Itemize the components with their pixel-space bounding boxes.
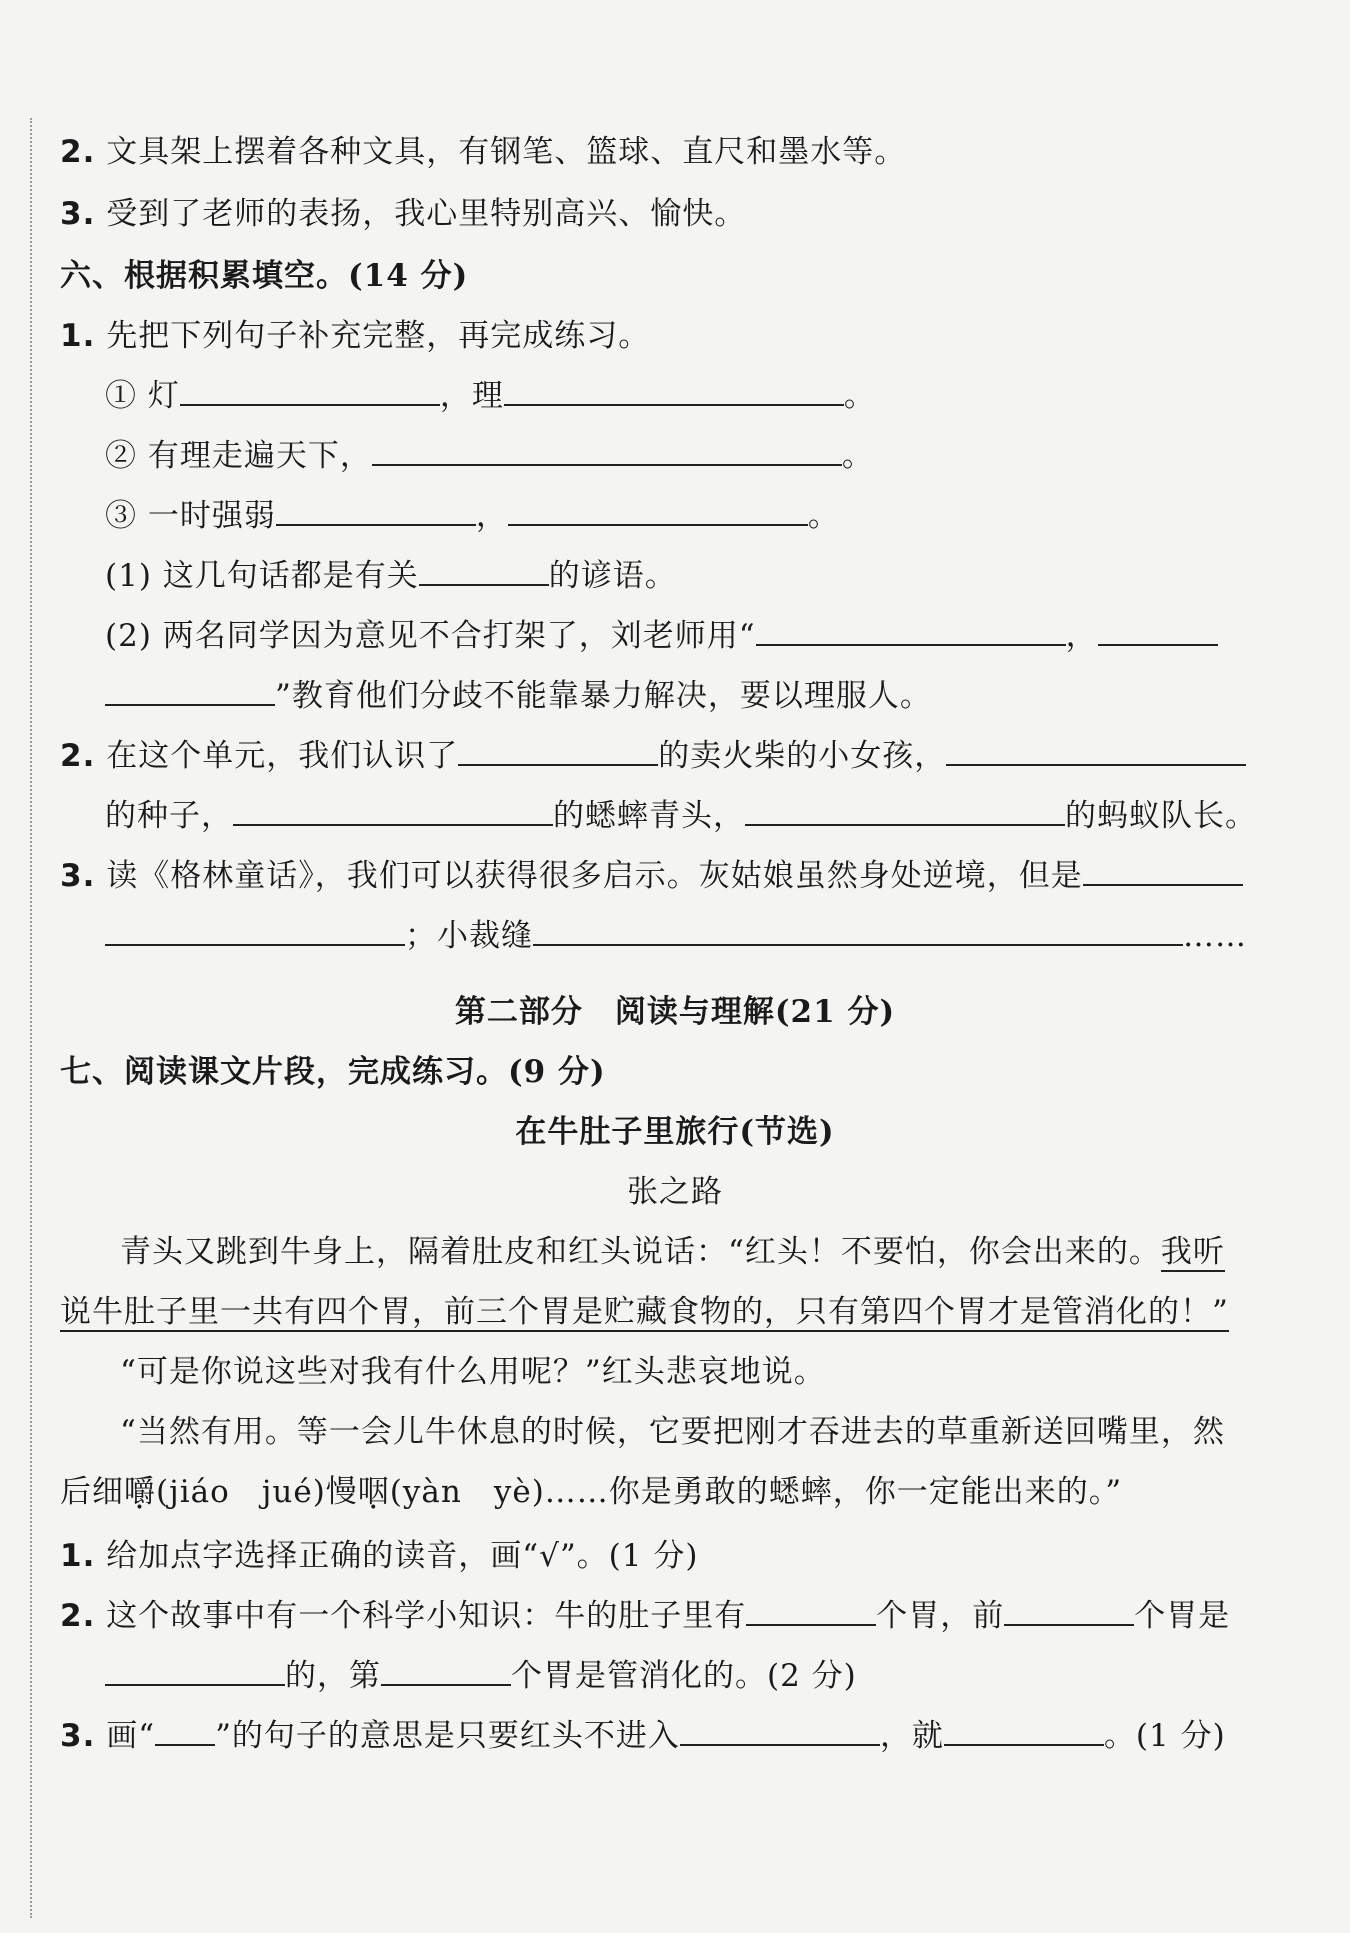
question-5-3: 3. 受到了老师的表扬，我心里特别高兴、愉快。	[60, 196, 747, 232]
passage-paragraph-3-cont: 后细嚼(jiáo jué)慢咽(yàn yè)……你是勇敢的蟋蟀，你一定能出来的。”	[60, 1474, 1123, 1510]
answer-blank[interactable]	[946, 736, 1246, 766]
dotted-char: 咽	[357, 1474, 390, 1510]
answer-blank[interactable]	[105, 916, 405, 946]
answer-blank[interactable]	[508, 496, 808, 526]
answer-blank[interactable]	[372, 436, 842, 466]
passage-title: 在牛肚子里旅行(节选)	[515, 1114, 835, 1150]
question-6-3-cont: ；小裁缝 ……	[105, 916, 1247, 956]
part-2-heading: 第二部分 阅读与理解(21 分)	[454, 994, 896, 1030]
proverb-2: ② 有理走遍天下， 。	[105, 438, 874, 474]
section-6-heading: 六、根据积累填空。(14 分)	[60, 258, 469, 294]
question-6-2: 2. 在这个单元，我们认识了 的卖火柴的小女孩，	[60, 736, 1246, 776]
answer-blank[interactable]	[745, 796, 1065, 826]
passage-paragraph-1-cont	[60, 1292, 1229, 1332]
question-6-1: 1. 先把下列句子补充完整，再完成练习。	[60, 318, 651, 354]
sub-question-1: (1) 这几句话都是有关 的谚语。	[105, 558, 677, 594]
answer-blank[interactable]	[276, 496, 476, 526]
sub-question-2-cont: ”教育他们分歧不能靠暴力解决，要以理服人。	[105, 676, 932, 716]
passage-paragraph-1: 青头又跳到牛身上，隔着肚皮和红头说话：“红头！不要怕，你会出来的。我听	[120, 1234, 1225, 1270]
passage-paragraph-3: “当然有用。等一会儿牛休息的时候，它要把刚才吞进去的草重新送回嘴里，然	[120, 1414, 1225, 1450]
passage-author: 张之路	[627, 1174, 723, 1210]
question-7-1: 1. 给加点字选择正确的读音，画“√”。(1 分)	[60, 1538, 699, 1574]
answer-blank[interactable]	[746, 1596, 876, 1626]
answer-blank[interactable]	[105, 1656, 285, 1686]
answer-blank[interactable]	[504, 376, 844, 406]
question-6-3: 3. 读《格林童话》，我们可以获得很多启示。灰姑娘虽然身处逆境，但是	[60, 856, 1243, 896]
answer-blank[interactable]	[105, 676, 275, 706]
question-7-2-cont: 的，第 个胃是管消化的。(2 分)	[105, 1656, 857, 1696]
proverb-3: ③ 一时强弱 ， 。	[105, 498, 840, 534]
answer-blank[interactable]	[1004, 1596, 1134, 1626]
underlined-sentence: 说牛肚子里一共有四个胃，前三个胃是贮藏食物的，只有第四个胃才是管消化的！”	[60, 1294, 1229, 1330]
answer-blank[interactable]	[155, 1716, 215, 1746]
question-7-3: 3. 画“ ”的句子的意思是只要红头不进入 ，就 。(1 分)	[60, 1718, 1226, 1754]
answer-blank[interactable]	[419, 556, 549, 586]
proverb-1: ① 灯 ，理 。	[105, 378, 876, 414]
answer-blank[interactable]	[1083, 856, 1243, 886]
answer-blank[interactable]	[458, 736, 658, 766]
passage-paragraph-2: “可是你说这些对我有什么用呢？”红头悲哀地说。	[120, 1354, 826, 1390]
answer-blank[interactable]	[180, 376, 440, 406]
underlined-sentence: 我听	[1160, 1234, 1225, 1270]
answer-blank[interactable]	[756, 616, 1066, 646]
section-7-heading: 七、阅读课文片段，完成练习。(9 分)	[60, 1054, 606, 1090]
answer-blank[interactable]	[944, 1716, 1104, 1746]
dotted-char: 嚼	[124, 1474, 156, 1510]
answer-blank[interactable]	[533, 916, 1183, 946]
question-5-2: 2. 文具架上摆着各种文具，有钢笔、篮球、直尺和墨水等。	[60, 134, 907, 170]
sub-question-2: (2) 两名同学因为意见不合打架了，刘老师用“ ，	[105, 616, 1218, 656]
question-7-2: 2. 这个故事中有一个科学小知识：牛的肚子里有 个胃，前 个胃是	[60, 1598, 1231, 1634]
answer-blank[interactable]	[233, 796, 553, 826]
question-6-2-cont: 的种子， 的蟋蟀青头， 的蚂蚁队长。	[105, 798, 1257, 834]
answer-blank[interactable]	[680, 1716, 880, 1746]
answer-blank[interactable]	[381, 1656, 511, 1686]
answer-blank[interactable]	[1098, 616, 1218, 646]
